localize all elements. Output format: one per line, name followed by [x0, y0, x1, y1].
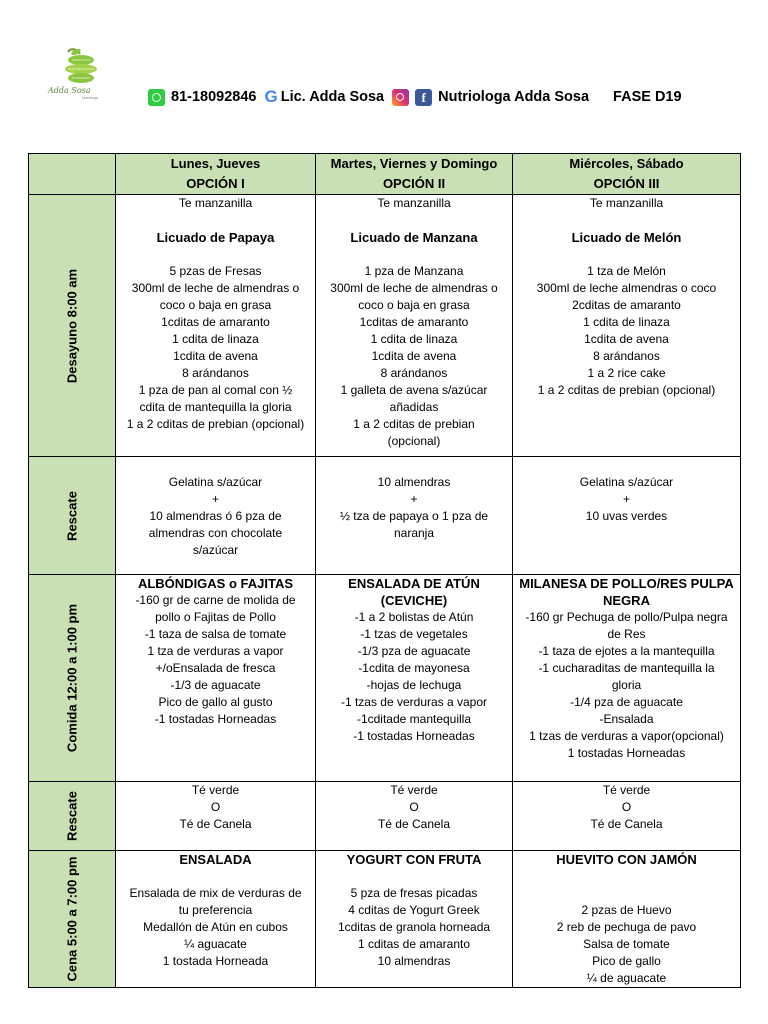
row-label: Rescate	[29, 457, 116, 575]
cell-line: pollo o Fajitas de Pollo	[155, 610, 276, 624]
row-label: Cena 5:00 a 7:00 pm	[29, 851, 116, 988]
cell-line: Pico de gallo	[592, 954, 661, 968]
cell-line: 5 pza de fresas picadas	[350, 886, 478, 900]
cell-line: añadidas	[389, 400, 439, 414]
facebook-icon: f	[415, 89, 432, 106]
contact-bar	[148, 86, 682, 108]
apple-logo-icon	[46, 46, 116, 90]
cell-line: 8 arándanos	[593, 349, 660, 363]
cell-line: ¼ de aguacate	[586, 971, 667, 985]
meal-cell	[513, 851, 741, 988]
row-label: Rescate	[29, 782, 116, 851]
cell-line: -160 gr de carne de molida de	[135, 593, 296, 607]
meal-cell	[316, 575, 513, 782]
meal-row	[29, 195, 741, 457]
meal-cell	[116, 457, 316, 575]
cell-line: 1cditas de granola horneada	[337, 920, 491, 934]
cell-line: (opcional)	[387, 434, 441, 448]
column-header-3: Miércoles, Sábado OPCIÓN III	[513, 154, 741, 195]
cell-line: 1 tostadas Horneadas	[567, 746, 686, 760]
google-icon: G	[264, 87, 278, 106]
cell-line: Té verde	[390, 783, 438, 797]
cell-line: +	[410, 492, 418, 506]
cell-line	[319, 868, 509, 885]
cell-line: -1 taza de ejotes a la mantequilla	[538, 644, 715, 658]
meal-cell	[116, 851, 316, 988]
cell-line: Salsa de tomate	[583, 937, 670, 951]
cell-line: Te manzanilla	[589, 196, 664, 210]
cell-line: 1 tza de verduras a vapor	[147, 644, 284, 658]
cell-line: 2cditas de amaranto	[572, 298, 681, 312]
cell-line: 1 tza de Melón	[587, 264, 666, 278]
cell-line: 1 cdita de linaza	[583, 315, 670, 329]
cell-line: 300ml de leche almendras o coco	[536, 281, 717, 295]
meal-cell	[513, 782, 741, 851]
cell-line: 1 pza de pan al comal con ½	[138, 383, 293, 397]
cell-line: -1 tzas de verduras a vapor	[340, 695, 488, 709]
cell-line	[319, 457, 509, 474]
cell-line: 1cdita de avena	[173, 349, 258, 363]
header-row	[29, 154, 741, 195]
cell-line: 1 a 2 cditas de prebian (opcional)	[126, 417, 305, 431]
logo-brand-text: Adda Sosa	[48, 86, 91, 95]
cell-line	[516, 212, 737, 229]
google-name: Lic. Adda Sosa	[280, 89, 385, 105]
meal-row	[29, 575, 741, 782]
cell-line: 1 tzas de verduras a vapor(opcional)	[529, 729, 724, 743]
logo-tagline: Nutriologa	[82, 96, 98, 100]
phase-label: FASE D19	[613, 89, 682, 105]
cell-line: NEGRA	[603, 593, 650, 608]
cell-line: de Res	[607, 627, 646, 641]
meal-row	[29, 782, 741, 851]
cell-line: +	[622, 492, 630, 506]
facebook-name: Nutriologa Adda Sosa	[438, 89, 590, 105]
cell-line: -1 tostadas Horneadas	[154, 712, 277, 726]
cell-line: Té verde	[602, 783, 651, 797]
cell-line: 4 cditas de Yogurt Greek	[348, 903, 480, 917]
cell-line	[119, 246, 312, 263]
cell-line: 1 cdita de linaza	[370, 332, 458, 346]
cell-line	[119, 457, 312, 474]
column-header-1: Lunes, Jueves OPCIÓN I	[116, 154, 316, 195]
cell-line: ¼ aguacate	[184, 937, 247, 951]
cell-line	[516, 868, 737, 885]
cell-line: -1cditade mantequilla	[356, 712, 472, 726]
cell-line: 10 uvas verdes	[585, 509, 668, 523]
cell-line: 1 a 2 cditas de prebian (opcional)	[537, 383, 716, 397]
cell-line	[119, 868, 312, 885]
meal-cell	[316, 195, 513, 457]
cell-line: 1 pza de Manzana	[364, 264, 464, 278]
cell-line: 10 almendras	[377, 475, 451, 489]
cell-line: Te manzanilla	[377, 196, 451, 210]
cell-line: 1 galleta de avena s/azúcar	[340, 383, 488, 397]
cell-line: -1 taza de salsa de tomate	[144, 627, 287, 641]
cell-line: 5 pzas de Fresas	[169, 264, 262, 278]
cell-line: 8 arándanos	[380, 366, 448, 380]
cell-line	[516, 457, 737, 474]
cell-line: cdita de mantequilla la gloria	[139, 400, 292, 414]
cell-line: HUEVITO CON JAMÓN	[556, 852, 697, 867]
cell-line: O	[210, 800, 221, 814]
cell-line: Pico de gallo al gusto	[158, 695, 273, 709]
cell-line: Licuado de Melón	[571, 230, 682, 245]
cell-line: -1/3 pza de aguacate	[357, 644, 471, 658]
cell-line: (CEVICHE)	[380, 593, 448, 608]
cell-line: Ensalada de mix de verduras de	[129, 886, 302, 900]
cell-line: 10 almendras	[377, 954, 451, 968]
cell-line: -hojas de lechuga	[366, 678, 462, 692]
cell-line: 1cdita de avena	[371, 349, 457, 363]
whatsapp-icon	[148, 89, 165, 106]
meal-cell	[116, 575, 316, 782]
cell-line: O	[621, 800, 632, 814]
cell-line	[119, 212, 312, 229]
cell-line: +	[211, 492, 219, 506]
cell-line: YOGURT CON FRUTA	[346, 852, 482, 867]
cell-line: -1 tostadas Horneadas	[353, 729, 475, 743]
cell-line: Té de Canela	[590, 817, 663, 831]
logo	[46, 46, 116, 102]
instagram-icon	[392, 89, 409, 106]
row-label: Comida 12:00 a 1:00 pm	[29, 575, 116, 782]
cell-line: gloria	[611, 678, 642, 692]
cell-line	[516, 246, 737, 263]
cell-line: 2 pzas de Huevo	[581, 903, 672, 917]
cell-line: tu preferencia	[178, 903, 253, 917]
cell-line: s/azúcar	[192, 543, 239, 557]
cell-line	[319, 212, 509, 229]
cell-line: -1/4 pza de aguacate	[570, 695, 683, 709]
cell-line: 1cditas de amaranto	[359, 315, 469, 329]
cell-line: -1cdita de mayonesa	[358, 661, 470, 675]
cell-line: -Ensalada	[599, 712, 654, 726]
cell-line: -1/3 de aguacate	[170, 678, 261, 692]
cell-line: ENSALADA	[179, 852, 252, 867]
cell-line: O	[409, 800, 419, 814]
cell-line: -1 a 2 bolistas de Atún	[354, 610, 474, 624]
cell-line: coco o baja en grasa	[159, 298, 272, 312]
cell-line: MILANESA DE POLLO/RES PULPA	[519, 576, 734, 591]
cell-line: ½ tza de papaya o 1 pza de	[339, 509, 489, 523]
cell-line: 300ml de leche de almendras o	[330, 281, 498, 295]
cell-line: 1cdita de avena	[584, 332, 669, 346]
cell-line: 1 a 2 rice cake	[587, 366, 666, 380]
cell-line: 1 cdita de linaza	[172, 332, 259, 346]
cell-line: Te manzanilla	[178, 196, 253, 210]
meal-cell	[116, 782, 316, 851]
cell-line: Té de Canela	[377, 817, 451, 831]
meal-row	[29, 851, 741, 988]
meal-cell	[316, 782, 513, 851]
cell-line	[319, 246, 509, 263]
meal-cell	[316, 851, 513, 988]
cell-line: 1 cditas de amaranto	[357, 937, 471, 951]
header-corner	[29, 154, 116, 195]
cell-line: Gelatina s/azúcar	[579, 475, 674, 489]
cell-line: 8 arándanos	[182, 366, 249, 380]
meal-cell	[513, 457, 741, 575]
meal-cell	[316, 457, 513, 575]
cell-line: ENSALADA DE ATÚN	[348, 576, 480, 591]
cell-line: 1 a 2 cditas de prebian	[353, 417, 475, 431]
cell-line: Medallón de Atún en cubos	[143, 920, 288, 934]
meal-plan-table	[28, 153, 741, 988]
cell-line: Licuado de Papaya	[156, 230, 275, 245]
phone-number: 81-18092846	[171, 89, 257, 105]
cell-line: Gelatina s/azúcar	[168, 475, 263, 489]
cell-line: 10 almendras ó 6 pza de	[149, 509, 282, 523]
cell-line: ALBÓNDIGAS o FAJITAS	[137, 576, 294, 591]
cell-line: Té verde	[191, 783, 240, 797]
cell-line: -1 cucharaditas de mantequilla la	[538, 661, 715, 675]
cell-line: Licuado de Manzana	[350, 230, 478, 245]
meal-cell	[116, 195, 316, 457]
cell-line: Té de Canela	[179, 817, 252, 831]
cell-line: almendras con chocolate	[148, 526, 283, 540]
cell-line: -160 gr Pechuga de pollo/Pulpa negra	[525, 610, 728, 624]
cell-line: 2 reb de pechuga de pavo	[556, 920, 697, 934]
meal-cell	[513, 195, 741, 457]
cell-line: -1 tzas de vegetales	[360, 627, 468, 641]
cell-line: coco o baja en grasa	[358, 298, 470, 312]
cell-line: +/oEnsalada de fresca	[155, 661, 276, 675]
cell-line: 1 tostada Horneada	[162, 954, 269, 968]
cell-line: 1cditas de amaranto	[161, 315, 270, 329]
cell-line: naranja	[393, 526, 435, 540]
column-header-2: Martes, Viernes y Domingo OPCIÓN II	[316, 154, 513, 195]
cell-line	[516, 885, 737, 902]
cell-line: 300ml de leche de almendras o	[131, 281, 300, 295]
meal-row	[29, 457, 741, 575]
row-label: Desayuno 8:00 am	[29, 195, 116, 457]
meal-cell	[513, 575, 741, 782]
